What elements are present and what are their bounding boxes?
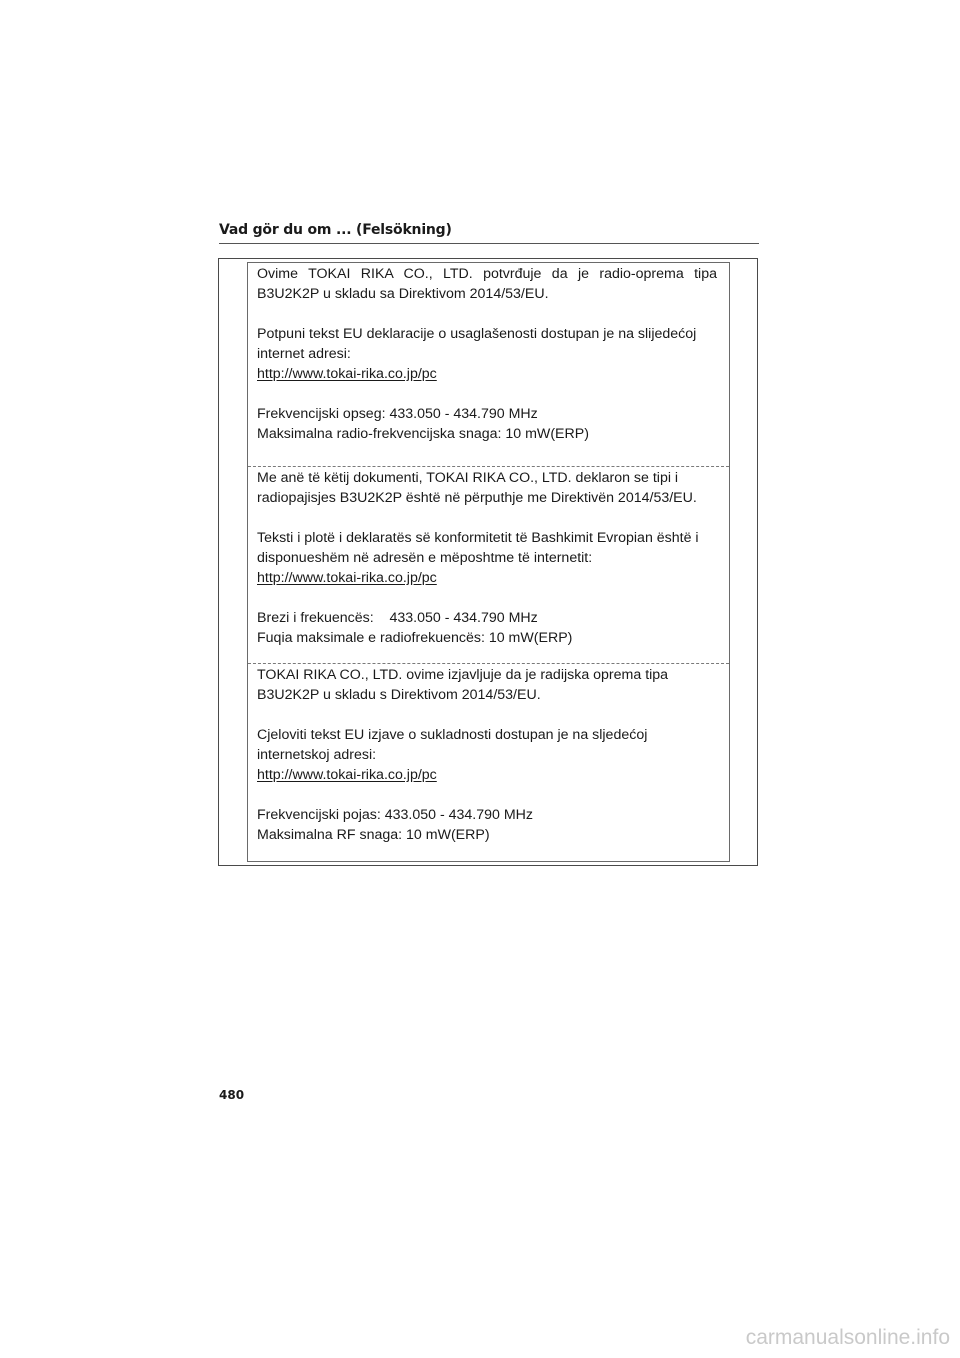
section-fulltext-line: Teksti i plotë i deklaratës së konformitetit të Bashkimit Evropian është i (257, 530, 699, 546)
section-statement-line: TOKAI RIKA CO., LTD. ovime izjavljuje da je radijska oprema tipa (257, 667, 669, 683)
header-divider (219, 243, 759, 244)
section-fulltext-line: Potpuni tekst EU deklaracije o usaglašenosti dostupan je na slijedećoj (257, 326, 697, 342)
declaration-table (247, 262, 730, 862)
section-fulltext-line: internetskoj adresi: (257, 747, 377, 763)
max-power-text: Maksimalna radio-frekvencijska snaga: 10 mW(ERP) (257, 426, 589, 442)
section-statement-line: Ovime TOKAI RIKA CO., LTD. potvrđuje da je radio-oprema tipa (257, 266, 717, 282)
frequency-band-text: Brezi i frekuencës: 433.050 - 434.790 MHz (257, 610, 538, 626)
frequency-band-text: Frekvencijski opseg: 433.050 - 434.790 MHz (257, 406, 538, 422)
section-fulltext-line: internet adresi: (257, 346, 351, 362)
declaration-section-albanian (248, 466, 729, 663)
declaration-url-link[interactable]: http://www.tokai-rika.co.jp/pc (257, 767, 437, 783)
section-statement-line: B3U2K2P u skladu sa Direktivom 2014/53/EU. (257, 286, 549, 302)
site-watermark: carmanualsonline.info (745, 1326, 950, 1349)
declaration-section-croatian (248, 663, 729, 861)
section-statement-line: B3U2K2P u skladu s Direktivom 2014/53/EU. (257, 687, 541, 703)
section-statement-line: radiopajisjes B3U2K2P është në përputhje me Direktivën 2014/53/EU. (257, 490, 697, 506)
section-statement-line: Me anë të këtij dokumenti, TOKAI RIKA CO., LTD. deklaron se tipi i (257, 470, 679, 486)
declaration-url-link[interactable]: http://www.tokai-rika.co.jp/pc (257, 366, 437, 382)
declaration-section-bosnian (248, 263, 729, 466)
section-fulltext-line: Cjeloviti tekst EU izjave o sukladnosti dostupan je na sljedećoj (257, 727, 648, 743)
max-power-text: Fuqia maksimale e radiofrekuencës: 10 mW(ERP) (257, 630, 573, 646)
section-fulltext-line: disponueshëm në adresën e mëposhtme të internetit: (257, 550, 593, 566)
page-header-title: Vad gör du om ... (Felsökning) (219, 222, 452, 238)
frequency-band-text: Frekvencijski pojas: 433.050 - 434.790 MHz (257, 807, 534, 823)
declaration-url-link[interactable]: http://www.tokai-rika.co.jp/pc (257, 570, 437, 586)
page-number: 480 (219, 1088, 245, 1102)
max-power-text: Maksimalna RF snaga: 10 mW(ERP) (257, 827, 490, 843)
